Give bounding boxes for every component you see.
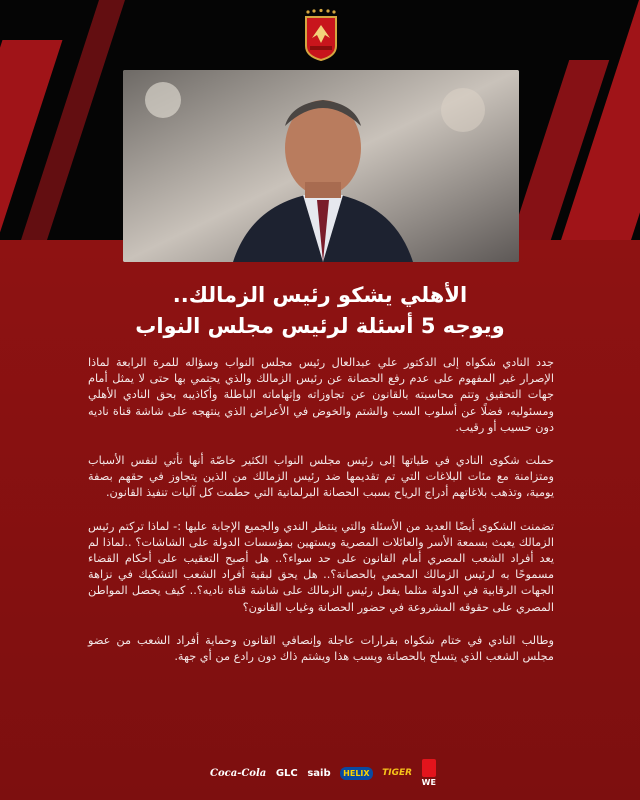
glc-logo: GLC bbox=[275, 767, 298, 779]
paragraph-4: وطالب النادي في ختام شكواه بقرارات عاجلة وإنصافي القانون وحماية أفراد الشعب من عضو مجلس الشعب الذي يتسلح بالحصانة ويسب هذا ويشتم ذاك دون رادع من أي جهة. bbox=[88, 633, 554, 664]
coca-cola-logo: Coca-Cola bbox=[210, 767, 267, 779]
headline-line-2: ويوجه 5 أسئلة لرئيس مجلس النواب bbox=[135, 314, 505, 338]
decor-stripe bbox=[21, 0, 125, 240]
saib-logo: saib bbox=[307, 767, 331, 779]
president-photo bbox=[123, 70, 519, 262]
club-logo bbox=[302, 8, 340, 62]
paragraph-1: جدد النادي شكواه إلى الدكتور علي عبدالعال رئيس مجلس النواب وسؤاله للمرة الرابعة لماذا الإصرار غير المفهوم على عدم رفع الحصانة عن رئيس الزمالك والذي يحتمي بها حتى لا يمثل أمام جهات التحقيق وتتم محاسبته بالقانون عن تجاوزاته وإتهاماته الباطلة وأكاذيبه بحق النادي الأهلي ومسئوليه، فضلًا عن أسلوب السب والشتم والخوض في الأعراض الذي ينتهجه على شاشة قناة ناديه دون حسيب أو رقيب. bbox=[88, 356, 554, 434]
paragraph-3: تضمنت الشكوى أيضًا العديد من الأسئلة والتي ينتظر الندي والجميع الإجابة عليها :- لماذا تركتم رئيس الزمالك يعبث بسمعة الأسر والعائلات المصرية ويستهين بمؤسسات الدولة على الشاشات؟ ..لماذا لم يعد أفراد الشعب المصري أمام القانون على حد سواء؟.. هل أصبح التعقيب على أحكام القضاء مسموحًا به لرئيس الزمالك المحمي بالحصانة؟.. هل يحق لبقية أفراد الشعب التشكيك في نزاهة الجهات الرقابية في الدولة مثلما يفعل رئيس الزمالك على شاشة قناة ناديه؟.. كيف يحصل المواطن المصري على حقوقه المشروعة في حضور الحصانة وغياب القانون؟ bbox=[88, 519, 554, 614]
sponsor-bar bbox=[210, 758, 436, 788]
paragraph-2: حملت شكوى النادي في طياتها إلى رئيس مجلس النواب الكثير خاصّة أنها تأتي لنفس الأسباب ومتزامنة مع مئات البلاغات التي تم تقديمها ضد رئيس الزمالك من الذين يتجاوز في حقهم بصفة يومية، وتذهب بلاغاتهم أدراج الرياح بسبب الحصانة البرلمانية التي حطمت كل آليات تنفيذ القانون. bbox=[88, 454, 554, 500]
we-icon bbox=[422, 759, 436, 777]
headline-line-1: الأهلي يشكو رئيس الزمالك.. bbox=[172, 283, 468, 307]
tiger-logo: TIGER bbox=[382, 768, 413, 778]
helix-logo: HELIX bbox=[340, 767, 372, 780]
article-body bbox=[88, 355, 554, 682]
headline bbox=[40, 280, 600, 342]
we-logo bbox=[422, 759, 436, 787]
we-label: WE bbox=[421, 778, 436, 787]
